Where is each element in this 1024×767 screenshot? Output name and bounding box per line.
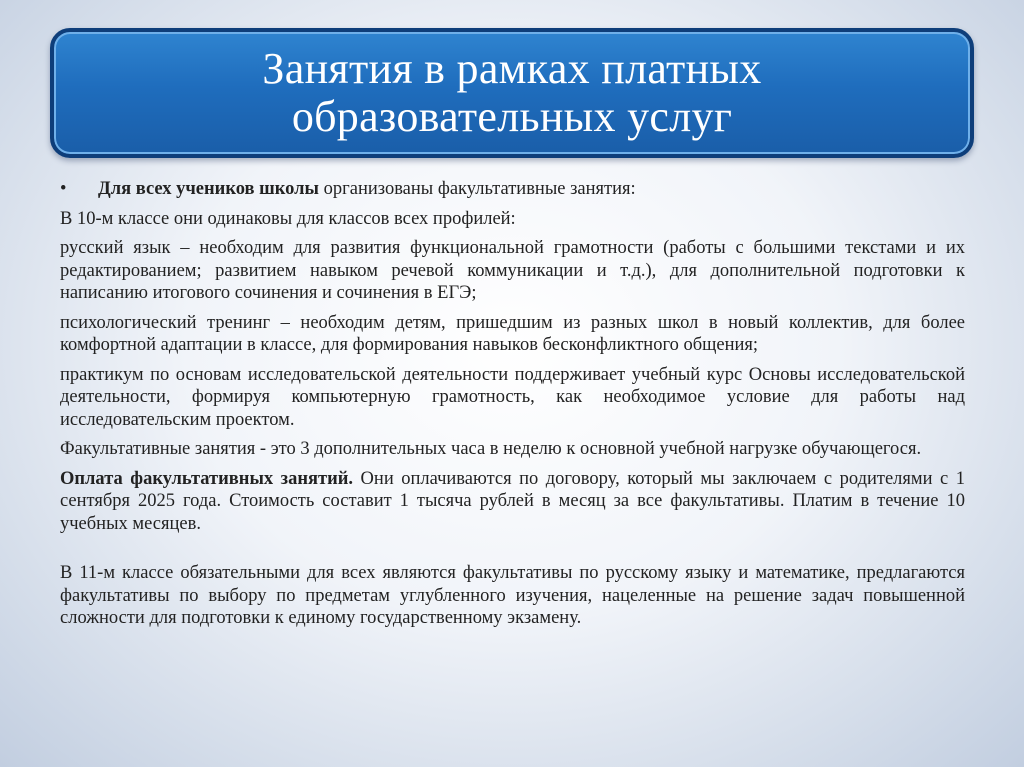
bullet-icon: •: [60, 179, 67, 199]
payment-bold: Оплата факультативных занятий.: [60, 468, 354, 489]
intro-rest: организованы факультативные занятия:: [319, 179, 636, 199]
paragraph-psychology: психологический тренинг – необходим детям, пришедшим из разных школ в новый коллектив, для более комфортной адаптации в классе, для формирования навыков бесконфликтного общения;: [60, 312, 965, 355]
slide-title: [262, 45, 761, 141]
paragraph-grade10: В 10-м классе они одинаковы для классов всех профилей:: [60, 208, 516, 229]
title-banner: [50, 28, 974, 158]
paragraph-hours: Факультативные занятия - это 3 дополнительных часа в неделю к основной учебной нагрузке обучающегося.: [60, 439, 922, 459]
paragraph-payment: [60, 468, 965, 536]
spacer: [60, 542, 965, 562]
intro-bold: Для всех учеников школы: [98, 179, 320, 199]
paragraph-russian: русский язык – необходим для развития функциональной грамотности (работы с большими текстами и их редактированием; развитием навыком речевой коммуникации и т.д.), для дополнительной подготовки к написанию итогового сочинения и сочинения в ЕГЭ;: [60, 238, 965, 303]
slide-body: [60, 178, 965, 637]
paragraph-intro: [60, 178, 965, 201]
paragraph-research: практикум по основам исследовательской деятельности поддерживает учебный курс Основы исследовательской деятельности, формируя компьютерную грамотность, как необходимое условие для работы над исследовательским проектом.: [60, 364, 965, 430]
slide-title-line-2: образовательных услуг: [291, 92, 733, 141]
slide-title-line-1: Занятия в рамках платных: [262, 44, 762, 93]
payment-rest: Они оплачиваются по договору, который мы заключаем с родителями с 1 сентября 2025 года. Стоимость составит 1 тысяча рублей в месяц за все факультативы. Платим в течение 10 учебных месяцев.: [60, 468, 966, 534]
paragraph-grade11: В 11-м классе обязательными для всех являются факультативы по русскому языку и математике, предлагаются факультативы по выбору по предметам углубленного изучения, нацеленные на решение задач повышенной сложности для подготовки к единому государственному экзамену.: [60, 563, 965, 628]
